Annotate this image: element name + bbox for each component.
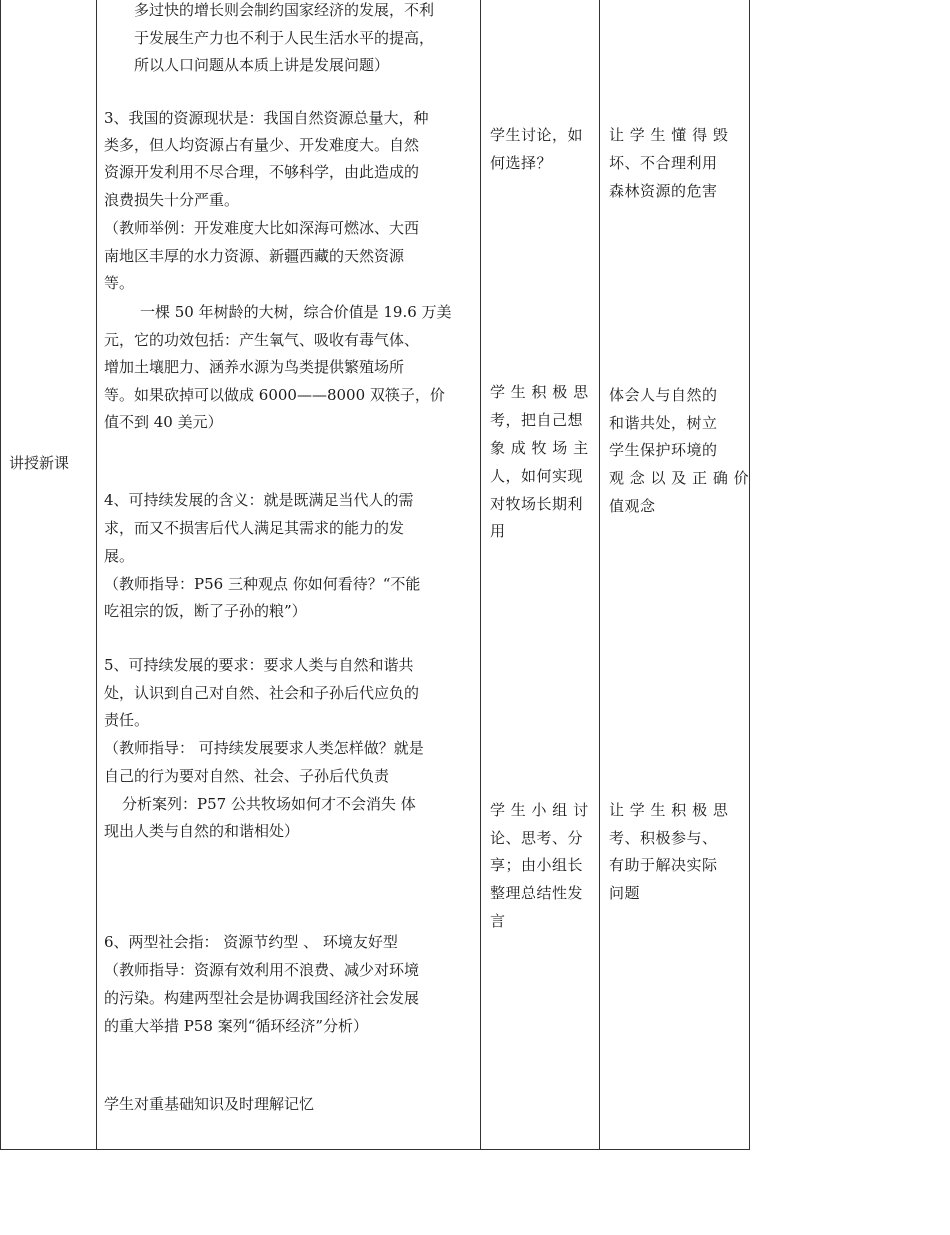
design-intent-line: 学生保护环境的 xyxy=(609,441,718,459)
student-activity-line: 考，把自己想 xyxy=(490,411,584,429)
design-intent-line: 值观念 xyxy=(609,497,656,515)
student-activity-line: 学 生 小 组 讨 xyxy=(490,801,589,819)
column-divider xyxy=(480,0,481,1149)
student-activity-line: 学 生 积 极 思 xyxy=(490,383,589,401)
design-intent-line: 坏、不合理利用 xyxy=(609,154,718,172)
content-line: 值不到 40 美元） xyxy=(104,413,223,431)
content-line: 分析案列：P57 公共牧场如何才不会消失 体 xyxy=(122,795,416,813)
content-line: 展。 xyxy=(104,547,135,565)
design-intent-line: 问题 xyxy=(609,884,641,902)
content-line: 资源开发利用不尽合理，不够科学，由此造成的 xyxy=(104,163,420,181)
student-activity-line: 用 xyxy=(490,522,506,540)
student-activity-line: 象 成 牧 场 主 xyxy=(490,439,589,457)
content-line: （教师举例：开发难度大比如深海可燃冰、大西 xyxy=(104,219,420,237)
content-line: 5、可持续发展的要求：要求人类与自然和谐共 xyxy=(104,656,414,674)
design-intent-line: 让 学 生 积 极 思 xyxy=(609,801,729,819)
student-activity-line: 整理总结性发 xyxy=(490,884,584,902)
content-line: 的重大举措 P58 案列“循环经济”分析） xyxy=(104,1017,369,1035)
content-line: 多过快的增长则会制约国家经济的发展，不利 xyxy=(134,1,435,19)
content-line: 3、我国的资源现状是：我国自然资源总量大，种 xyxy=(104,109,429,127)
design-intent-line: 和谐共处，树立 xyxy=(609,414,718,432)
content-line: 所以人口问题从本质上讲是发展问题） xyxy=(134,56,390,74)
content-line: 自己的行为要对自然、社会、子孙后代负责 xyxy=(104,767,390,785)
content-line: 于发展生产力也不利于人民生活水平的提高， xyxy=(134,29,435,47)
content-line: 等。如果砍掉可以做成 6000——8000 双筷子，价 xyxy=(104,386,445,404)
content-line: 责任。 xyxy=(104,711,150,729)
content-line: 类多，但人均资源占有量少、开发难度大。自然 xyxy=(104,136,420,154)
design-intent-line: 让 学 生 懂 得 毁 xyxy=(609,126,729,144)
content-line: 吃祖宗的饭，断了子孙的粮”） xyxy=(104,602,307,620)
content-line: 求，而又不损害后代人满足其需求的能力的发 xyxy=(104,519,405,537)
column-divider xyxy=(96,0,97,1149)
design-intent-line: 有助于解决实际 xyxy=(609,856,718,874)
stage-label: 讲授新课 xyxy=(9,454,70,472)
content-line: 4、可持续发展的含义：就是既满足当代人的需 xyxy=(104,491,414,509)
content-line: 6、两型社会指： 资源节约型 、 环境友好型 xyxy=(104,933,398,951)
content-line: （教师指导：资源有效利用不浪费、减少对环境 xyxy=(104,961,420,979)
student-activity-line: 对牧场长期利 xyxy=(490,495,584,513)
content-line: 元，它的功效包括：产生氧气、吸收有毒气体、 xyxy=(104,331,420,349)
content-line: 的污染。构建两型社会是协调我国经济社会发展 xyxy=(104,989,420,1007)
content-line: 南地区丰厚的水力资源、新疆西藏的天然资源 xyxy=(104,247,405,265)
content-line: 现出人类与自然的和谐相处） xyxy=(104,822,300,840)
content-line: 学生对重基础知识及时理解记忆 xyxy=(104,1095,315,1113)
design-intent-line: 森林资源的危害 xyxy=(609,182,718,200)
content-line: （教师指导： 可持续发展要求人类怎样做？就是 xyxy=(104,739,424,757)
student-activity-line: 论、思考、分 xyxy=(490,829,584,847)
student-activity-line: 享；由小组长 xyxy=(490,856,584,874)
column-divider xyxy=(599,0,600,1149)
design-intent-line: 考、积极参与、 xyxy=(609,829,718,847)
design-intent-line: 体会人与自然的 xyxy=(609,386,718,404)
student-activity-line: 言 xyxy=(490,912,506,930)
student-activity-line: 学生讨论，如 xyxy=(490,126,584,144)
student-activity-line: 何选择？ xyxy=(490,154,553,172)
content-line: （教师指导：P56 三种观点 你如何看待？“不能 xyxy=(104,575,421,593)
content-line: 浪费损失十分严重。 xyxy=(104,191,240,209)
design-intent-line: 观 念 以 及 正 确 价 xyxy=(609,469,750,487)
content-line: 等。 xyxy=(104,274,135,292)
content-line: 一棵 50 年树龄的大树，综合价值是 19.6 万美 xyxy=(140,303,452,321)
content-line: 增加土壤肥力、涵养水源为鸟类提供繁殖场所 xyxy=(104,358,405,376)
content-line: 处，认识到自己对自然、社会和子孙后代应负的 xyxy=(104,684,420,702)
student-activity-line: 人，如何实现 xyxy=(490,467,584,485)
